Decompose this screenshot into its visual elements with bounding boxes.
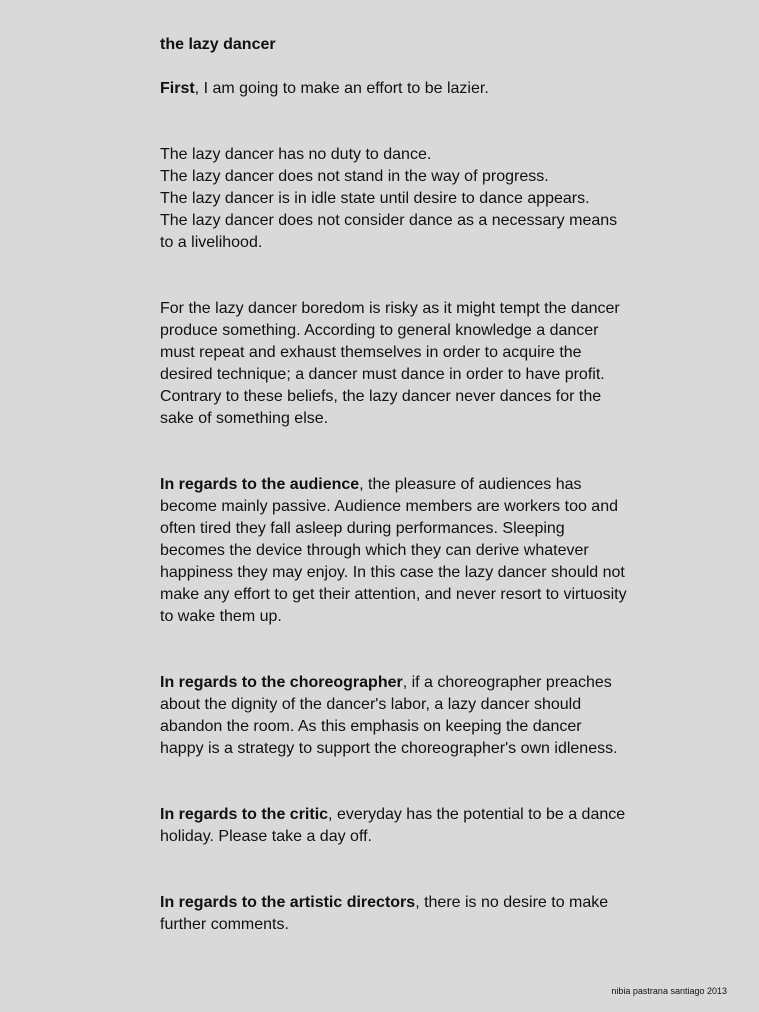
first-text: , I am going to make an effort to be lazier.	[194, 80, 489, 97]
choreographer-line: happy is a strategy to support the choreographer's own idleness.	[160, 740, 618, 757]
statement-line: The lazy dancer does not stand in the way of progress.	[160, 168, 549, 185]
boredom-line: sake of something else.	[160, 410, 329, 427]
first-paragraph	[160, 78, 640, 100]
directors-first-text: , there is no desire to make	[415, 894, 609, 911]
statement-line: The lazy dancer does not consider dance as a necessary means	[160, 212, 618, 229]
audience-line: become mainly passive. Audience members are workers too and	[160, 498, 618, 515]
choreographer-paragraph	[160, 672, 640, 760]
critic-first-line	[160, 804, 640, 826]
choreographer-bold-lead: In regards to the choreographer	[160, 674, 403, 691]
document-body	[160, 34, 640, 936]
choreographer-line: abandon the room. As this emphasis on keeping the dancer	[160, 718, 582, 735]
boredom-line: produce something. According to general knowledge a dancer	[160, 322, 599, 339]
boredom-line: For the lazy dancer boredom is risky as it might tempt the dancer	[160, 300, 620, 317]
boredom-line: Contrary to these beliefs, the lazy dancer never dances for the	[160, 388, 602, 405]
critic-first-text: , everyday has the potential to be a dance	[328, 806, 626, 823]
first-bold-lead: First	[160, 80, 195, 97]
directors-bold-lead: In regards to the artistic directors	[160, 894, 416, 911]
directors-first-line	[160, 892, 640, 914]
directors-paragraph	[160, 892, 640, 936]
boredom-line: must repeat and exhaust themselves in order to acquire the	[160, 344, 582, 361]
audience-paragraph	[160, 474, 640, 628]
statement-line: The lazy dancer has no duty to dance.	[160, 146, 432, 163]
boredom-paragraph	[160, 298, 640, 430]
audience-line: becomes the device through which they can derive whatever	[160, 542, 589, 559]
audience-first-line	[160, 474, 640, 496]
statement-line: to a livelihood.	[160, 234, 263, 251]
critic-line: holiday. Please take a day off.	[160, 828, 372, 845]
choreographer-first-text: , if a choreographer preaches	[402, 674, 612, 691]
audience-line: make any effort to get their attention, and never resort to virtuosity	[160, 586, 627, 603]
critic-paragraph	[160, 804, 640, 848]
author-signature: nibia pastrana santiago 2013	[611, 986, 727, 996]
statement-line: The lazy dancer is in idle state until desire to dance appears.	[160, 190, 590, 207]
audience-bold-lead: In regards to the audience	[160, 476, 360, 493]
audience-line: often tired they fall asleep during performances. Sleeping	[160, 520, 565, 537]
directors-line: further comments.	[160, 916, 289, 933]
boredom-line: desired technique; a dancer must dance in order to have profit.	[160, 366, 605, 383]
statements-paragraph	[160, 144, 640, 254]
choreographer-line: about the dignity of the dancer's labor, a lazy dancer should	[160, 696, 582, 713]
critic-bold-lead: In regards to the critic	[160, 806, 329, 823]
choreographer-first-line	[160, 672, 640, 694]
document-title: the lazy dancer	[160, 36, 276, 53]
audience-first-text: , the pleasure of audiences has	[359, 476, 582, 493]
audience-line: to wake them up.	[160, 608, 282, 625]
audience-line: happiness they may enjoy. In this case the lazy dancer should not	[160, 564, 625, 581]
